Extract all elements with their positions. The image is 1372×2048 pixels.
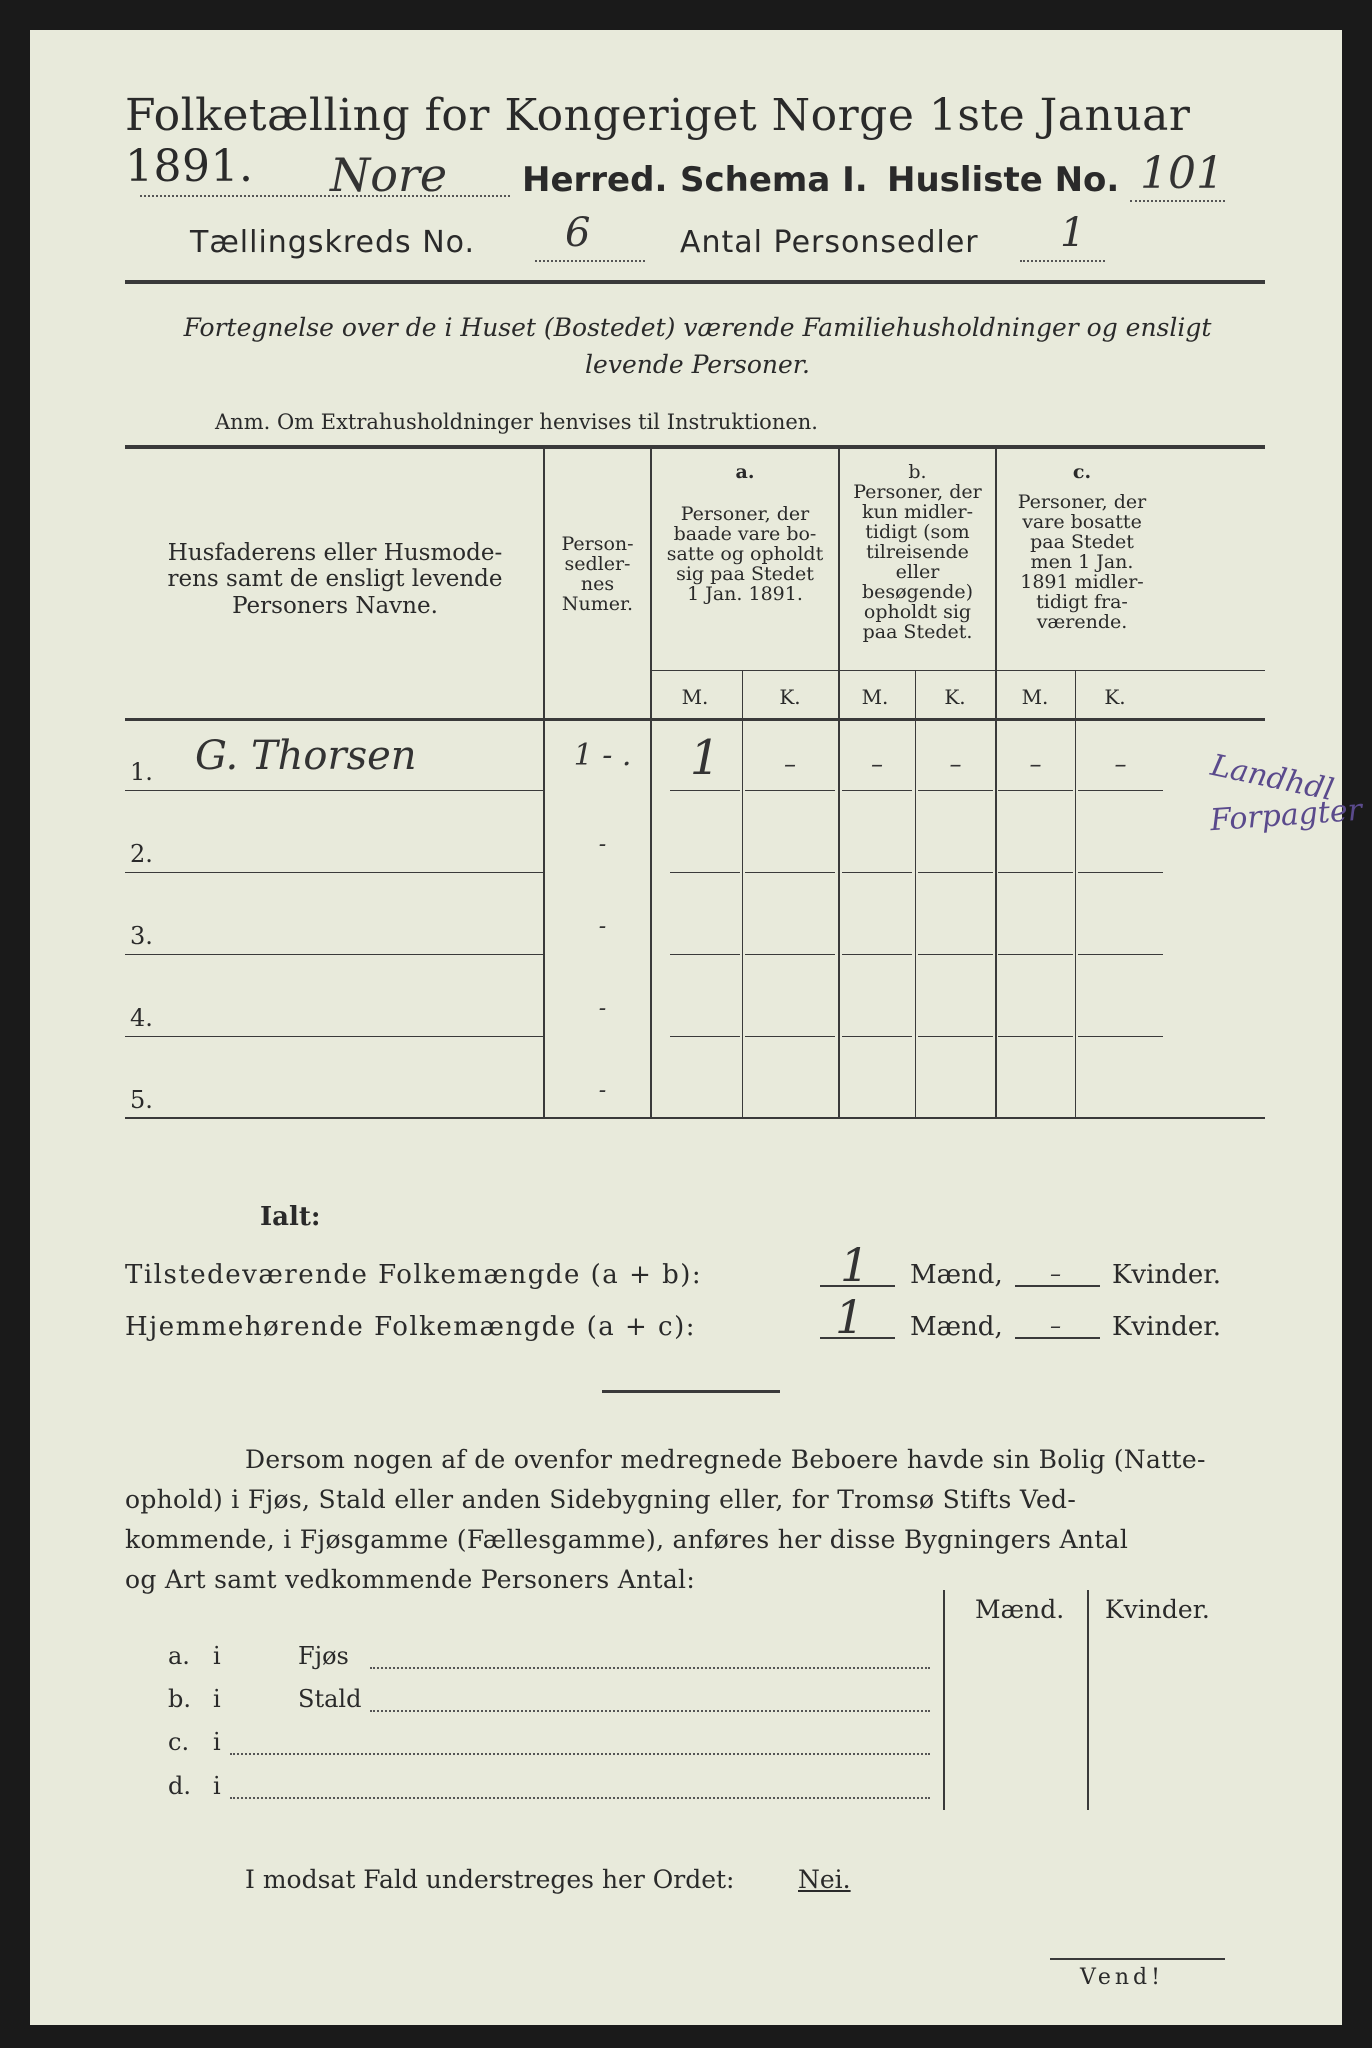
building-row-i: i bbox=[213, 1642, 221, 1670]
row-cell-line bbox=[670, 954, 740, 955]
buildings-kvinder-header: Kvinder. bbox=[1105, 1595, 1210, 1624]
row-name-line bbox=[125, 1036, 543, 1037]
tilstede-maend-label: Mænd, bbox=[910, 1260, 1003, 1290]
margin-note-line-1: Landhdl bbox=[1207, 748, 1337, 809]
hjemme-kvinder-value: – bbox=[1050, 1314, 1061, 1339]
building-row-dotted-line bbox=[370, 1667, 930, 1669]
row-cell-line bbox=[1078, 790, 1163, 791]
row-count-a-k: – bbox=[784, 750, 796, 778]
building-row-letter: a. bbox=[168, 1642, 190, 1670]
col-header-c: c. Personer, der vare bosatte paa Stedet men 1 Jan. 1891 midler- tidigt fra- værende. bbox=[1017, 461, 1147, 633]
building-row-letter: d. bbox=[168, 1772, 191, 1800]
row-person-name: G. Thorsen bbox=[195, 733, 417, 779]
b-m-label: M. bbox=[861, 685, 889, 709]
husliste-value: 101 bbox=[1140, 148, 1224, 199]
col-header-a: a. Personer, der baade vare bo- satte og opholdt sig paa Stedet 1 Jan. 1891. bbox=[666, 461, 824, 605]
col-header-b: b. Personer, der kun midler- tidigt (som tilreisende eller besøgende) opholdt sig paa Stedet. bbox=[853, 461, 982, 643]
row-name-line bbox=[125, 790, 543, 791]
tilstede-kvinder-value: – bbox=[1050, 1262, 1061, 1287]
row-cell-line bbox=[1078, 1036, 1163, 1037]
row-number: 5. bbox=[130, 1086, 153, 1114]
row-cell-line bbox=[918, 954, 993, 955]
building-row-label: Fjøs bbox=[298, 1642, 349, 1670]
form-title: Folketælling for Kongeriget Norge 1ste Januar 1891. bbox=[125, 90, 1191, 192]
row-cell-line bbox=[745, 790, 835, 791]
row-number: 3. bbox=[130, 922, 153, 950]
building-row-i: i bbox=[213, 1728, 221, 1756]
row-count-b-m: – bbox=[871, 750, 883, 778]
building-row-letter: c. bbox=[168, 1728, 190, 1756]
col-header-name: Husfaderens eller Husmode- rens samt de ensligt levende Personers Navne. bbox=[167, 540, 503, 619]
tilstede-label: Tilstedeværende Folkemængde (a + b): bbox=[125, 1260, 703, 1290]
row-cell-line bbox=[998, 790, 1073, 791]
row-personseddel-number: 1 - . bbox=[573, 738, 632, 773]
modsat-word: Nei. bbox=[798, 1865, 851, 1894]
row-count-c-k: – bbox=[1114, 750, 1127, 778]
table-header-rule bbox=[125, 718, 1265, 721]
row-cell-line bbox=[745, 1036, 835, 1037]
row-name-line bbox=[125, 872, 543, 873]
buildings-divider-2 bbox=[1087, 1590, 1089, 1810]
subtitle-line-1: Fortegnelse over de i Huset (Bostedet) værende Familiehusholdninger og ensligt bbox=[183, 313, 1212, 342]
row-count-b-k: – bbox=[949, 750, 962, 778]
vend-label: Vend! bbox=[1080, 1965, 1164, 1990]
row-cell-line bbox=[998, 872, 1073, 873]
taellingskreds-value: 6 bbox=[565, 210, 591, 256]
row-number: 4. bbox=[130, 1004, 153, 1032]
herred-value: Nore bbox=[330, 148, 448, 202]
section-divider bbox=[602, 1390, 780, 1393]
building-row-i: i bbox=[213, 1772, 221, 1800]
taellingskreds-label: Tællingskreds No. bbox=[190, 225, 475, 260]
col-divider-ak bbox=[742, 670, 743, 1118]
row-cell-line bbox=[842, 872, 912, 873]
husliste-dotted-line bbox=[1130, 200, 1225, 202]
row-cell-line bbox=[918, 1036, 993, 1037]
col-header-number: Person- sedler- nes Numer. bbox=[561, 533, 634, 615]
building-row-dotted-line bbox=[230, 1753, 930, 1755]
col-divider-ck bbox=[1075, 670, 1076, 1118]
row-personseddel-number: - bbox=[598, 996, 607, 1021]
table-bottom-rule bbox=[125, 1117, 1265, 1119]
buildings-maend-header: Mænd. bbox=[975, 1595, 1065, 1624]
row-personseddel-number: - bbox=[598, 832, 607, 857]
row-name-line bbox=[125, 954, 543, 955]
hjemme-label: Hjemmehørende Folkemængde (a + c): bbox=[125, 1312, 696, 1342]
margin-note-line-2: Forpagter bbox=[1208, 792, 1364, 839]
antal-dotted-line bbox=[1020, 260, 1105, 262]
hjemme-kvinder-label: Kvinder. bbox=[1112, 1312, 1222, 1342]
subtitle-line-2: levende Personer. bbox=[585, 350, 810, 379]
tilstede-maend-value: 1 bbox=[840, 1238, 870, 1292]
row-count-a-m: 1 bbox=[689, 730, 721, 786]
row-cell-line bbox=[1078, 954, 1163, 955]
row-cell-line bbox=[918, 872, 993, 873]
c-k-label: K. bbox=[1104, 685, 1126, 709]
row-number: 1. bbox=[130, 758, 153, 786]
building-row-label: Stald bbox=[298, 1685, 362, 1713]
row-number: 2. bbox=[130, 840, 153, 868]
a-m-label: M. bbox=[681, 685, 709, 709]
antal-label: Antal Personsedler bbox=[680, 225, 979, 260]
building-row-dotted-line bbox=[370, 1710, 930, 1712]
row-cell-line bbox=[998, 954, 1073, 955]
antal-value: 1 bbox=[1060, 210, 1086, 256]
col-divider-bk bbox=[915, 670, 916, 1118]
b-k-label: K. bbox=[944, 685, 966, 709]
row-personseddel-number: - bbox=[598, 914, 607, 939]
row-cell-line bbox=[998, 1036, 1073, 1037]
row-cell-line bbox=[842, 954, 912, 955]
c-m-label: M. bbox=[1021, 685, 1049, 709]
vend-rule bbox=[1050, 1958, 1225, 1960]
tilstede-kvinder-label: Kvinder. bbox=[1112, 1260, 1222, 1290]
buildings-divider-1 bbox=[943, 1590, 945, 1810]
row-cell-line bbox=[1078, 872, 1163, 873]
row-cell-line bbox=[670, 872, 740, 873]
row-cell-line bbox=[670, 1036, 740, 1037]
ialt-label: Ialt: bbox=[260, 1202, 321, 1232]
schema-label: Schema I. bbox=[680, 160, 868, 200]
row-personseddel-number: - bbox=[598, 1078, 607, 1103]
building-row-i: i bbox=[213, 1685, 221, 1713]
header-rule bbox=[125, 280, 1265, 284]
row-cell-line bbox=[918, 790, 993, 791]
a-k-label: K. bbox=[779, 685, 801, 709]
row-count-c-m: – bbox=[1029, 750, 1042, 778]
taellingskreds-dotted-line bbox=[535, 260, 645, 262]
row-cell-line bbox=[745, 872, 835, 873]
building-paragraph: Dersom nogen af de ovenfor medregnede Beboere havde sin Bolig (Natte- ophold) i Fjøs, Stald eller anden Sidebygning eller, for Tromsø Stifts Ved- kommende, i Fjøsgamme (Fællesgamme), anføres her disse Bygningers Antal og Art samt vedkommende Personers Antal: bbox=[125, 1445, 1206, 1594]
hjemme-maend-label: Mænd, bbox=[910, 1312, 1003, 1342]
instruction-note: Anm. Om Extrahusholdninger henvises til Instruktionen. bbox=[215, 410, 818, 434]
census-form-sheet bbox=[30, 30, 1364, 2025]
row-cell-line bbox=[842, 790, 912, 791]
herred-label: Herred. bbox=[522, 160, 668, 200]
herred-dotted-line bbox=[140, 195, 510, 197]
modsat-text: I modsat Fald understreges her Ordet: bbox=[245, 1865, 735, 1894]
mk-rule bbox=[650, 670, 1265, 671]
husliste-label: Husliste No. bbox=[887, 160, 1120, 200]
row-cell-line bbox=[842, 1036, 912, 1037]
building-row-letter: b. bbox=[168, 1685, 191, 1713]
row-cell-line bbox=[670, 790, 740, 791]
hjemme-maend-value: 1 bbox=[835, 1290, 865, 1344]
row-cell-line bbox=[745, 954, 835, 955]
building-row-dotted-line bbox=[230, 1797, 930, 1799]
table-top-rule bbox=[125, 445, 1265, 449]
